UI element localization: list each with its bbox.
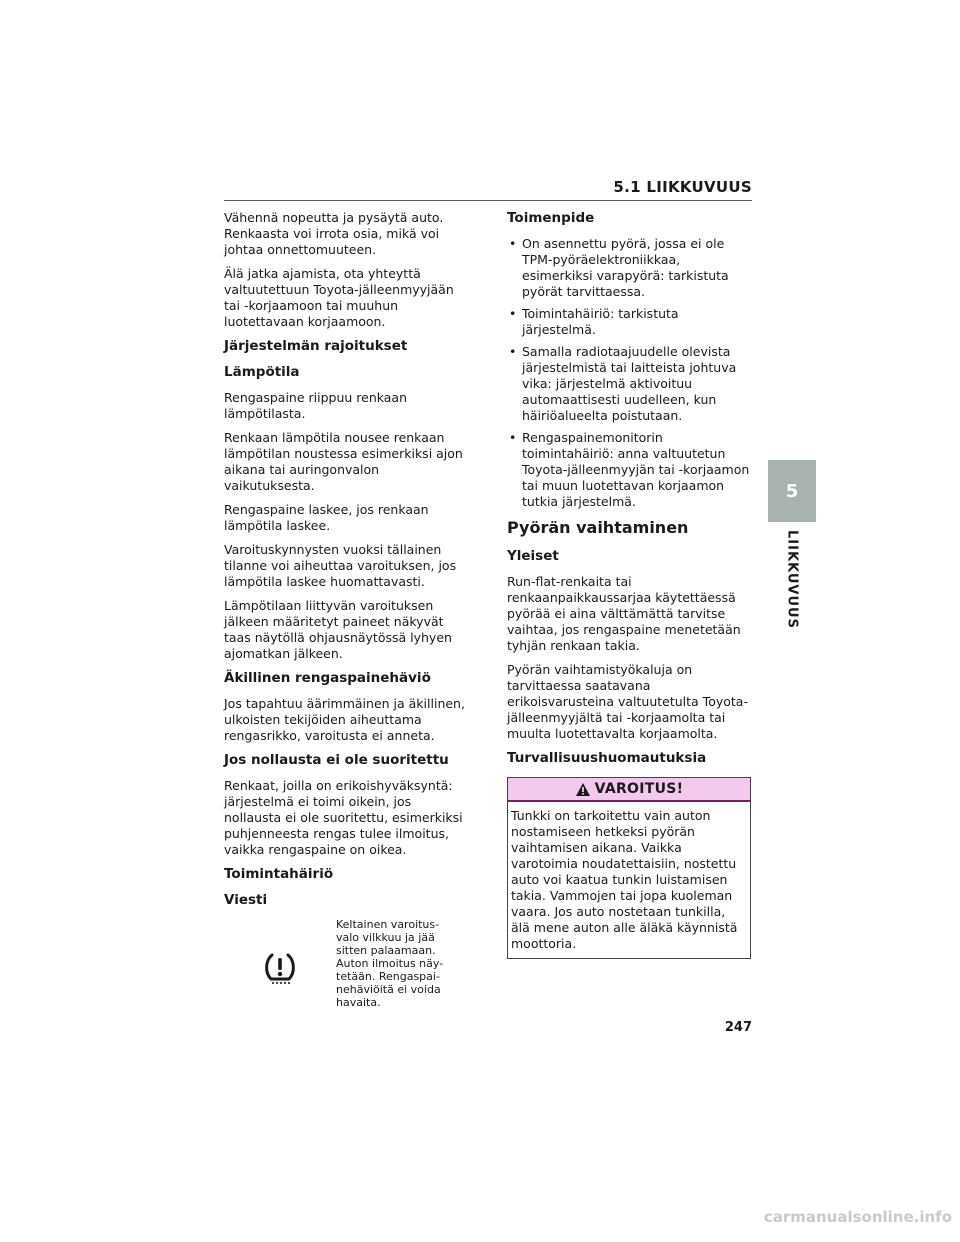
chapter-tab [768,460,816,522]
chapter-label: LIIKKUVUUS [784,530,800,629]
warning-triangle-icon [575,782,591,797]
list-item: • Samalla radiotaajuudelle olevista järjestelmistä tai laitteista johtuva vika: järjestelmä aktivoituu automaattisesti uudelleen, kun häiriöalueelta poistutaan. [507,344,751,424]
heading-action: Toimenpide [507,210,595,226]
list-item: • Toimintahäiriö: tarkistuta järjestelmä. [507,306,751,338]
heading-temperature: Lämpötila [224,364,300,380]
paragraph: Jos tapahtuu äärimmäinen ja äkillinen, ulkoisten tekijöiden aiheuttama rengasrikko, varoitusta ei anneta. [224,696,465,743]
watermark: carmanualsonline.info [763,1208,952,1226]
paragraph: Renkaat, joilla on erikoishyväksyntä: järjestelmä ei toimi oikein, jos nollausta ei ole suoritettu, esimerkiksi puhjenneesta rengas tulee ilmoitus, vaikka rengaspaine on oikea. [224,778,463,857]
header-divider [224,200,752,201]
warning-text: Tunkki on tarkoitettu vain auton nostamiseen hetkeksi pyörän vaihtamisen aikana. Vaikka varotoimia noudatettaisiin, nostettu auto voi kaatua tunkin luistamisen takia. Vammojen tai jopa kuoleman vaara. Jos auto nostetaan tunkilla, älä mene auton alle äläkä käynnistä moottoria. [511,808,738,951]
list-item: • On asennettu pyörä, jossa ei ole TPM-pyöräelektroniikkaa, esimerkiksi varapyörä: tarkistuta pyörät tarvittaessa. [507,236,751,300]
paragraph: Lämpötilaan liittyvän varoituksen jälkeen määritetyt paineet näkyvät taas näytöllä ohjausnäytössä lyhyen ajomatkan jälkeen. [224,598,452,661]
section-header: 5.1 LIIKKUVUUS [613,178,752,196]
message-row [224,918,472,1018]
paragraph: Run-flat-renkaita tai renkaanpaikkaussarjaa käytettäessä pyörää ei aina välttämättä tarvitse vaihtaa, jos rengaspaine menetetään tyhjän renkaan takia. [507,574,741,653]
warning-box [507,777,751,959]
chapter-number: 5 [785,480,799,502]
heading-general: Yleiset [507,548,559,564]
heading-system-limits: Järjestelmän rajoitukset [224,338,408,354]
paragraph: Rengaspaine riippuu renkaan lämpötilasta. [224,390,408,421]
tire-pressure-warning-icon [224,918,336,1018]
paragraph: Renkaan lämpötila nousee renkaan lämpötilan noustessa esimerkiksi ajon aikana tai auringonvalon vaikutuksesta. [224,430,463,493]
right-column [507,210,751,959]
page-number: 247 [724,1020,752,1035]
message-description: Keltainen varoitus-valo vilkkuu ja jää sitten palaamaan. Auton ilmoitus näy-tetään. Rengaspai-nehäviöitä ei voida havaita. [336,918,444,1009]
paragraph: Vähennä nopeutta ja pysäytä auto. Renkaasta voi irrota osia, mikä voi johtaa onnettomuuteen. [224,210,444,257]
heading-safety-notes: Turvallisuushuomautuksia [507,750,707,766]
warning-title: VAROITUS! [594,781,684,797]
heading-wheel-change: Pyörän vaihtaminen [507,518,689,537]
heading-malfunction: Toimintahäiriö [224,866,334,882]
heading-reset: Jos nollausta ei ole suoritettu [224,752,449,768]
action-list [507,236,751,510]
paragraph: Älä jatka ajamista, ota yhteyttä valtuutettuun Toyota-jälleenmyyjään tai -korjaamoon tai muuhun luotettavaan korjaamoon. [224,266,454,329]
warning-header [508,778,750,802]
paragraph: Varoituskynnysten vuoksi tällainen tilanne voi aiheuttaa varoituksen, jos lämpötila laskee huomattavasti. [224,542,457,589]
paragraph: Pyörän vaihtamistyökaluja on tarvittaessa saatavana erikoisvarusteina valtuutetulta Toyota-jälleenmyyjältä tai -korjaamolta tai muulta luotettavalta korjaamolta. [507,662,748,741]
list-item: • Rengaspainemonitorin toimintahäiriö: anna valtuutetun Toyota-jälleenmyyjän tai -korjaamon tai muun luotettavan korjaamon tutkia järjestelmä. [507,430,751,510]
paragraph: Rengaspaine laskee, jos renkaan lämpötila laskee. [224,502,429,533]
left-column [224,210,472,1018]
heading-message: Viesti [224,892,268,908]
chapter-label-container [768,530,816,650]
heading-sudden-loss: Äkillinen rengaspainehäviö [224,670,431,686]
